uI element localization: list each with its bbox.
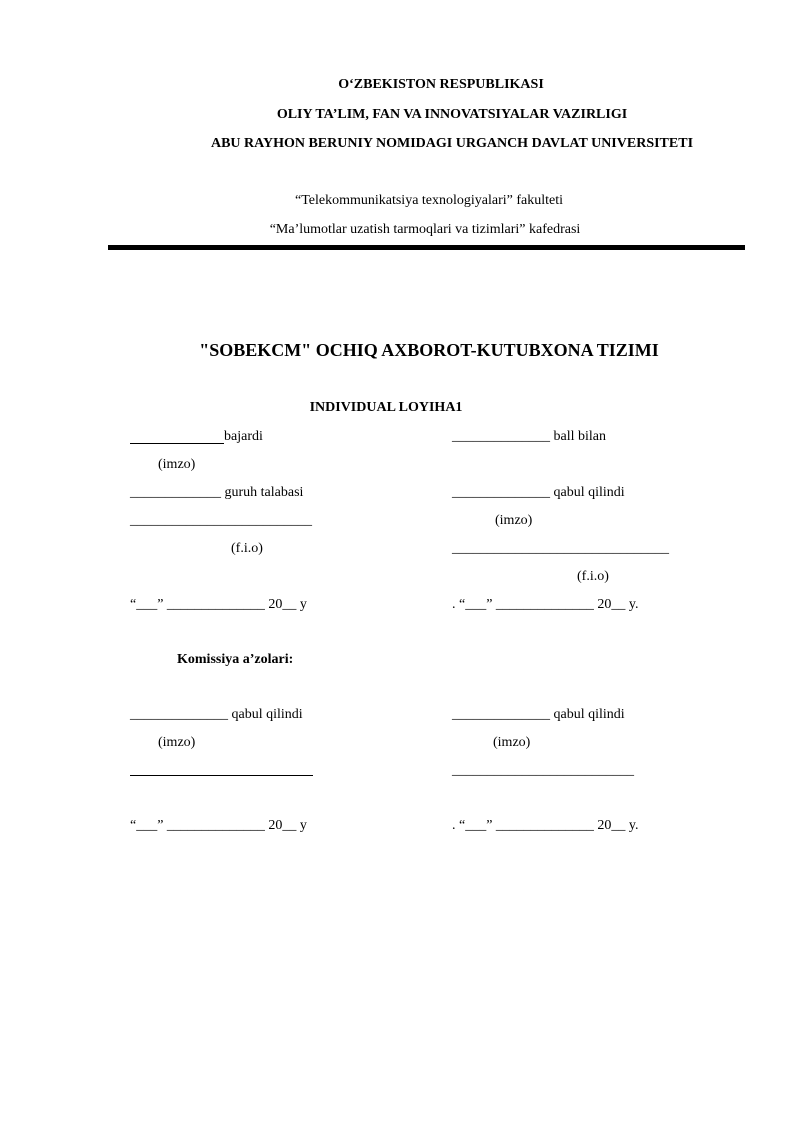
commission-right-date: . “___” ______________ 20__ y.	[452, 818, 639, 833]
executor-imzo-label: (imzo)	[158, 457, 196, 472]
signature-line-executor	[130, 443, 224, 444]
header-university: ABU RAYHON BERUNIY NOMIDAGI URGANCH DAVLAT UNIVERSITETI	[210, 136, 694, 151]
commission-left-date: “___” ______________ 20__ y	[130, 818, 307, 833]
executor-date: “___” ______________ 20__ y	[130, 597, 307, 612]
grade-label: ______________ ball bilan	[452, 429, 606, 444]
header-country: O‘ZBEKISTON RESPUBLIKASI	[338, 77, 544, 92]
acceptor-date: . “___” ______________ 20__ y.	[452, 597, 639, 612]
accepted-label: ______________ qabul qilindi	[452, 485, 625, 500]
header-ministry: OLIY TA’LIM, FAN VA INNOVATSIYALAR VAZIRLIGI	[276, 107, 628, 122]
commission-right-accepted: ______________ qabul qilindi	[452, 707, 625, 722]
header-faculty: “Telekommunikatsiya texnologiyalari” fakulteti	[294, 193, 564, 208]
commission-left-imzo: (imzo)	[158, 735, 196, 750]
acceptor-name-line: _______________________________	[452, 541, 669, 556]
group-student-label: _____________ guruh talabasi	[130, 485, 304, 500]
commission-right-name-line: __________________________	[452, 763, 634, 778]
executor-name-line: __________________________	[130, 513, 312, 528]
header-divider	[108, 245, 745, 250]
executor-label: bajardi	[224, 429, 263, 444]
executor-fio-label: (f.i.o)	[231, 541, 263, 556]
header-department: “Ma’lumotlar uzatish tarmoqlari va tizimlari” kafedrasi	[269, 222, 581, 237]
document-subtitle: INDIVIDUAL LOYIHA1	[309, 400, 463, 415]
commission-left-accepted: ______________ qabul qilindi	[130, 707, 303, 722]
commission-right-imzo: (imzo)	[493, 735, 531, 750]
commission-left-name-line	[130, 775, 313, 776]
acceptor-imzo-label: (imzo)	[495, 513, 533, 528]
document-title: "SOBEKCM" OCHIQ AXBOROT-KUTUBXONA TIZIMI	[199, 340, 659, 360]
commission-heading: Komissiya a’zolari:	[177, 652, 294, 667]
acceptor-fio-label: (f.i.o)	[577, 569, 609, 584]
